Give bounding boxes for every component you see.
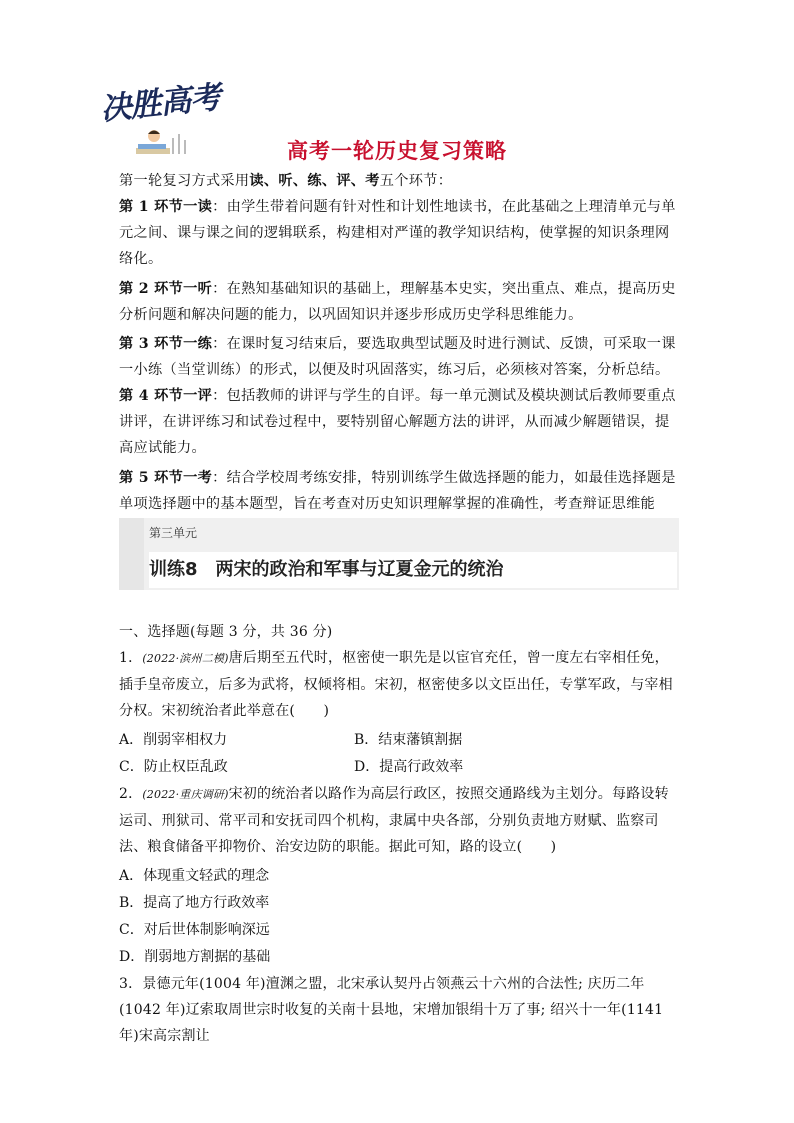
step-1-label: 第 1 环节一读 [119, 199, 213, 215]
intro-bold: 读、听、练、评、考 [249, 173, 380, 189]
document-title: 高考一轮历史复习策略 [287, 139, 507, 163]
question-2-source: (2022·重庆调研) [142, 788, 229, 801]
step-1-paragraph [119, 194, 677, 272]
training-title: 训练8 两宋的政治和军事与辽夏金元的统治 [149, 552, 677, 588]
question-2 [119, 781, 679, 860]
intro-before: 第一轮复习方式采用 [119, 173, 250, 189]
question-2-option-a: A．体现重文轻武的理念 [119, 868, 270, 884]
step-2-paragraph [119, 276, 677, 328]
question-1-option-a: A．削弱宰相权力 [119, 732, 228, 748]
section-heading: 一、选择题(每题 3 分，共 36 分) [119, 624, 333, 640]
intro-paragraph [119, 168, 677, 194]
step-4-label: 第 4 环节一评 [119, 388, 213, 404]
step-3-label: 第 3 环节一练 [119, 336, 213, 352]
question-1-number: 1． [119, 650, 143, 666]
question-1 [119, 645, 679, 724]
question-2-option-b: B．提高了地方行政效率 [119, 895, 270, 911]
question-2-number: 2． [119, 786, 143, 802]
step-5-text: ：结合学校周考练安排，特别训练学生做选择题的能力，如最佳选择题是单项选择题中的基本题型，旨在考查对历史知识理解掌握的准确性，考查辩证思维能 [119, 470, 676, 512]
question-1-option-d: D．提高行政效率 [354, 759, 464, 775]
unit-label: 第三单元 [149, 526, 198, 540]
step-2-label: 第 2 环节一听 [119, 281, 213, 297]
step-3-text: ：在课时复习结束后，要选取典型试题及时进行测试、反馈，可采取一课一小练（当堂训练）的形式，以便及时巩固落实，练习后，必须核对答案，分析总结。 [119, 336, 676, 378]
banner-accent-bar [119, 518, 144, 590]
intro-after: 五个环节： [379, 173, 453, 189]
step-1-text: ：由学生带着问题有针对性和计划性地读书，在此基础之上理清单元与单元之间、课与课之间的逻辑联系，构建相对严谨的教学知识结构，使掌握的知识条理网络化。 [119, 199, 676, 267]
question-1-option-b: B．结束藩镇割据 [354, 732, 463, 748]
step-5-label: 第 5 环节一考 [119, 470, 213, 486]
step-4-text: ：包括教师的讲评与学生的自评。每一单元测试及模块测试后教师要重点讲评，在讲评练习和试卷过程中，要特别留心解题方法的讲评，从而减少解题错误，提高应试能力。 [119, 388, 676, 456]
question-2-option-d: D．削弱地方割据的基础 [119, 949, 271, 965]
unit-banner [119, 518, 679, 590]
question-3-stem: 景德元年(1004 年)澶渊之盟，北宋承认契丹占领燕云十六州的合法性; 庆历二年(1042 年)辽索取周世宗时收复的关南十县地，宋增加银绢十万了事; 绍兴十一年(1141 年)宋高宗割让 [119, 976, 664, 1044]
question-1-source: (2022·滨州二模) [142, 652, 229, 665]
question-1-option-c: C．防止权臣乱政 [119, 759, 228, 775]
question-2-option-c: C．对后世体制影响深远 [119, 922, 270, 938]
question-1-stem: 唐后期至五代时，枢密使一职先是以宦官充任，曾一度左右宰相任免，插手皇帝废立，后多为武将，权倾将相。宋初，枢密使多以文臣出任，专掌军政，与宰相分权。宋初统治者此举意在( ) [119, 650, 673, 719]
step-3-paragraph [119, 331, 677, 383]
question-3 [119, 971, 679, 1044]
step-2-text: ：在熟知基础知识的基础上，理解基本史实，突出重点、难点，提高历史分析问题和解决问题的能力，以巩固知识并逐步形成历史学科思维能力。 [119, 281, 676, 323]
question-3-number: 3． [119, 976, 143, 992]
logo-text: 决胜高考 [98, 79, 222, 128]
question-2-stem: 宋初的统治者以路作为高层行政区，按照交通路线为主划分。每路设转运司、刑狱司、常平司和安抚司四个机构，隶属中央各部，分别负责地方财赋、监察司法、粮食储备平抑物价、治安边防的职能。据此可知，路的设立( ) [119, 786, 669, 855]
step-4-paragraph [119, 383, 677, 461]
